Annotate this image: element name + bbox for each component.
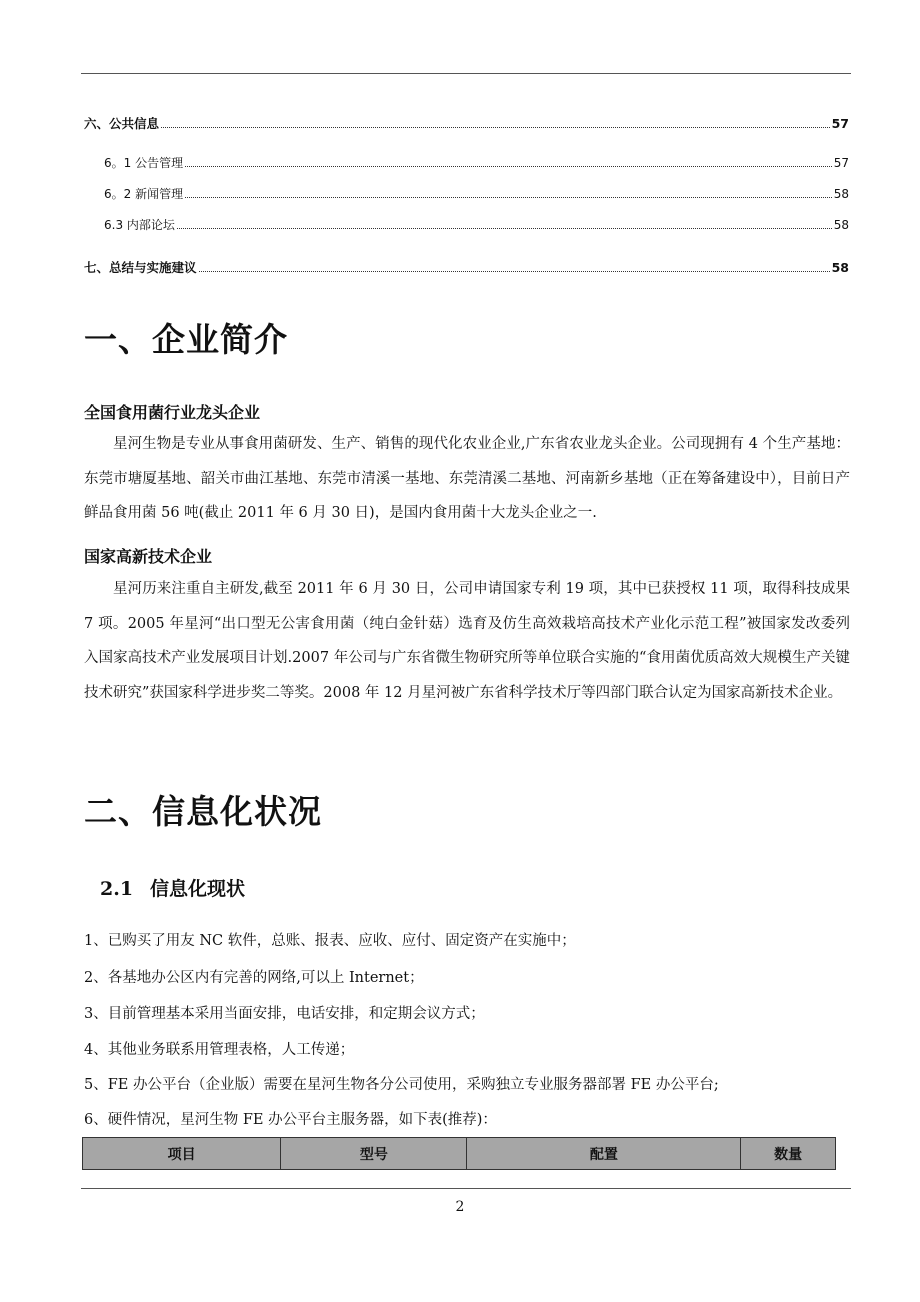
footer-rule (81, 1188, 851, 1189)
toc-page: 58 (833, 187, 849, 201)
header-rule (81, 73, 851, 74)
toc-leader-dots (185, 166, 832, 167)
list-item: 3、目前管理基本采用当面安排，电话安排，和定期会议方式； (84, 1006, 485, 1022)
toc-label: 七、总结与实施建议 (84, 260, 197, 275)
list-item: 2、各基地办公区内有完善的网络,可以上 Internet； (84, 970, 424, 986)
toc-entry[interactable] (84, 258, 849, 276)
hardware-table (82, 1137, 836, 1170)
toc-entry[interactable] (104, 216, 849, 233)
section-title: 二、信息化状况 (84, 792, 322, 831)
subsection-heading: 国家高新技术企业 (84, 547, 213, 566)
list-item: 1、已购买了用友 NC 软件，总账、报表、应收、应付、固定资产在实施中； (84, 933, 576, 949)
toc-entry[interactable] (104, 185, 849, 202)
subsection-title (100, 874, 245, 901)
toc-leader-dots (199, 271, 830, 272)
body-paragraph: 星河历来注重自主研发,截至 2011 年 6 月 30 日，公司申请国家专利 19 项，其中已获授权 11 项，取得科技成果 7 项。2005 年星河“出口型无公害食用菌（纯白金针菇）选育及仿生高效栽培高技术产业化示范工程”被国家发改委列入国家高技术产业发展项目计划.2007 年公司与广东省微生物研究所等单位联合实施的“食用菌优质高效大规模生产关键技术研究”获国家科学进步奖二等奖。2008 年 12 月星河被广东省科学技术厅等四部门联合认定为国家高新技术企业。 (84, 581, 850, 701)
subsection-title-text: 信息化现状 (150, 878, 246, 900)
toc-label: 六、公共信息 (84, 116, 160, 131)
list-item: 4、其他业务联系用管理表格，人工传递； (84, 1042, 355, 1058)
toc-entry[interactable] (84, 114, 849, 132)
list-item: 6、硬件情况，星河生物 FE 办公平台主服务器，如下表(推荐)： (84, 1112, 497, 1128)
table-header-cell: 配置 (467, 1138, 741, 1170)
subsection-number: 2.1 (100, 878, 134, 900)
list-item: 5、FE 办公平台（企业版）需要在星河生物各分公司使用，采购独立专业服务器部署 FE 办公平台; (84, 1077, 719, 1093)
toc-page: 57 (833, 156, 849, 170)
toc-leader-dots (161, 127, 830, 128)
page-number: 2 (455, 1199, 465, 1215)
subsection-heading: 全国食用菌行业龙头企业 (84, 403, 261, 422)
table-header-cell: 数量 (741, 1138, 836, 1170)
toc-page: 57 (831, 116, 849, 131)
table-header-row (83, 1138, 836, 1170)
table-header-cell: 型号 (281, 1138, 467, 1170)
toc-page: 58 (831, 260, 849, 275)
toc-leader-dots (177, 228, 832, 229)
toc-label: 6。1 公告管理 (104, 156, 184, 170)
body-paragraph: 星河生物是专业从事食用菌研发、生产、销售的现代化农业企业,广东省农业龙头企业。公司现拥有 4 个生产基地：东莞市塘厦基地、韶关市曲江基地、东莞市清溪一基地、东莞清溪二基地、河南新乡基地（正在筹备建设中），目前日产鲜品食用菌 56 吨(截止 2011 年 6 月 30 日)，是国内食用菌十大龙头企业之一. (84, 436, 850, 521)
toc-entry[interactable] (104, 154, 849, 171)
toc-label: 6。2 新闻管理 (104, 187, 184, 201)
table-header-cell: 项目 (83, 1138, 281, 1170)
section-title: 一、企业简介 (84, 320, 288, 359)
toc-leader-dots (185, 197, 832, 198)
toc-page: 58 (833, 218, 849, 232)
toc-label: 6.3 内部论坛 (104, 218, 175, 232)
